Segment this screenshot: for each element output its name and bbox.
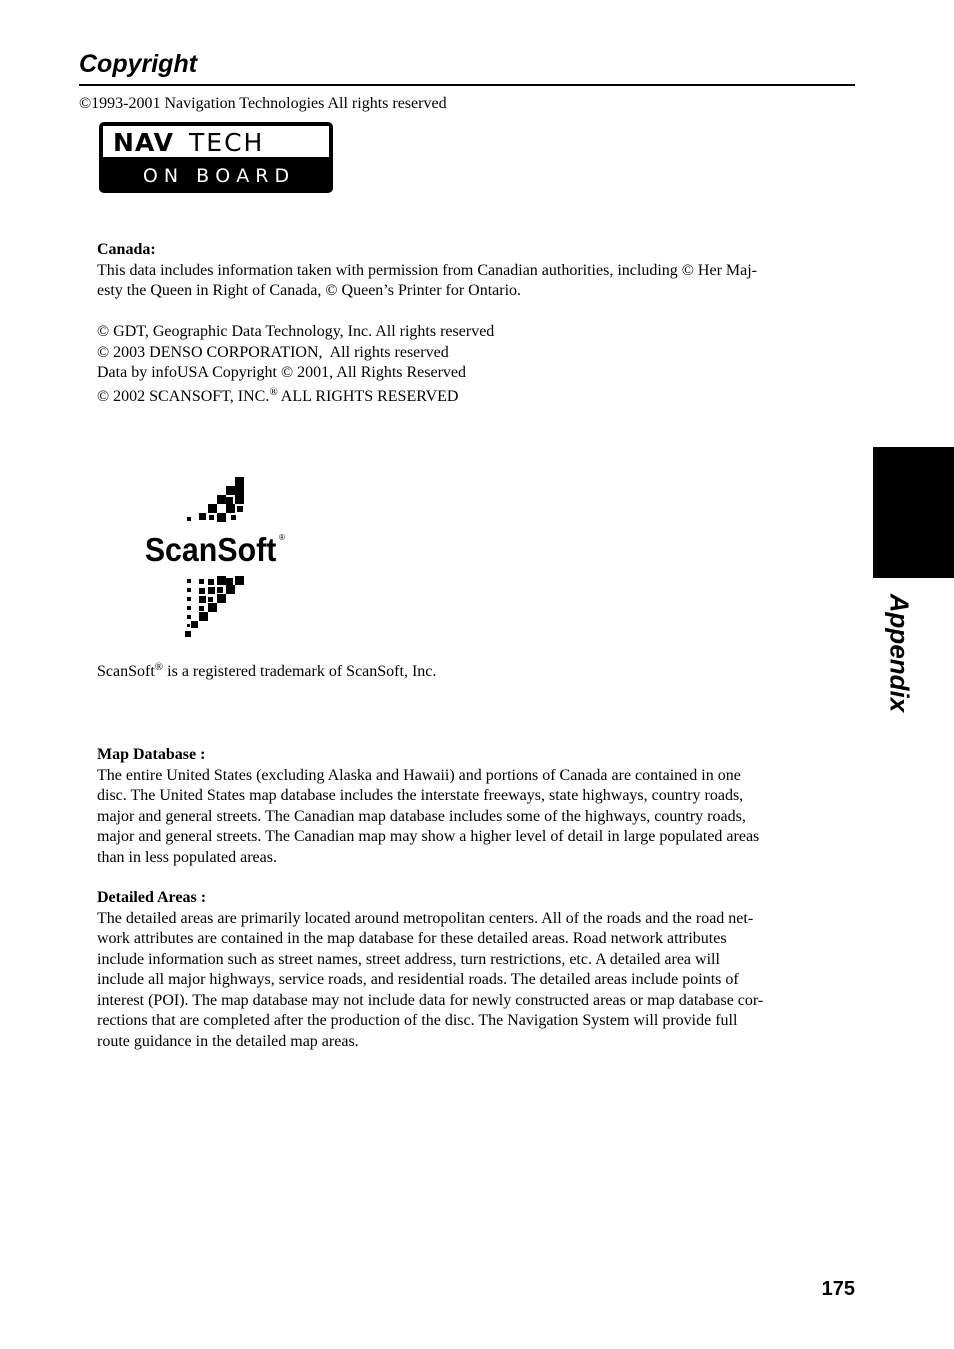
scansoft-rights-post: ALL RIGHTS RESERVED bbox=[277, 387, 459, 405]
detailed-areas-line: include all major highways, service roads, and residential roads. The detailed areas include points of bbox=[97, 971, 739, 988]
detailed-areas-line: rections that are completed after the production of the disc. The Navigation System will provide full bbox=[97, 1012, 738, 1029]
rights-section bbox=[97, 322, 857, 407]
map-database-line: The entire United States (excluding Alaska and Hawaii) and portions of Canada are contained in one bbox=[97, 766, 741, 784]
logo-on-board-text: O N B O A R D bbox=[142, 165, 290, 187]
scansoft-rights bbox=[97, 387, 857, 408]
map-database-heading: Map Database : bbox=[97, 746, 206, 763]
logo-nav-text: NAV bbox=[113, 128, 174, 157]
section-side-label bbox=[882, 588, 916, 718]
detailed-areas-line: route guidance in the detailed map areas. bbox=[97, 1032, 359, 1050]
navtech-copyright: ©1993-2001 Navigation Technologies All rights reserved bbox=[79, 95, 447, 112]
trademark-note bbox=[97, 662, 857, 683]
map-database-line: disc. The United States map database includes the interstate freeways, state highways, country roads, bbox=[97, 787, 744, 804]
scansoft-wordmark: ScanSoft bbox=[144, 530, 277, 569]
trademark-post: is a registered trademark of ScanSoft, Inc. bbox=[163, 663, 437, 680]
scansoft-logo-reg: ® bbox=[279, 533, 285, 542]
logo-tech-text: TECH bbox=[189, 128, 265, 157]
detailed-areas-line: include information such as street names, street address, turn restrictions, etc. A detailed area will bbox=[97, 950, 720, 968]
registered-mark: ® bbox=[269, 385, 278, 398]
side-label-text: Appendix bbox=[884, 593, 915, 713]
canada-section bbox=[97, 240, 857, 302]
canada-line: esty the Queen in Right of Canada, © Queen’s Printer for Ontario. bbox=[97, 282, 522, 299]
section-tab bbox=[873, 447, 954, 578]
map-database-line: than in less populated areas. bbox=[97, 848, 277, 866]
canada-heading: Canada: bbox=[97, 241, 156, 258]
detailed-areas-line: work attributes are contained in the map database for these detailed areas. Road network attributes bbox=[97, 930, 727, 947]
page-number: 175 bbox=[821, 1278, 855, 1300]
trademark-pre: ScanSoft bbox=[97, 663, 155, 680]
canada-line: This data includes information taken with permission from Canadian authorities, including © Her Maj- bbox=[97, 261, 758, 279]
detailed-areas-line: The detailed areas are primarily located around metropolitan centers. All of the roads and the road net- bbox=[97, 909, 754, 927]
trademark-line bbox=[97, 662, 857, 683]
scansoft-logo bbox=[143, 473, 293, 641]
map-database-line: major and general streets. The Canadian map may show a higher level of detail in large populated areas bbox=[97, 828, 760, 845]
scansoft-pixel-pattern-top bbox=[187, 477, 244, 522]
map-database-line: major and general streets. The Canadian map database includes some of the highways, country roads, bbox=[97, 807, 746, 825]
scansoft-pixel-pattern-bottom bbox=[185, 576, 244, 637]
navtech-on-board-logo bbox=[99, 122, 333, 193]
detailed-areas-line: interest (POI). The map database may not include data for newly constructed areas or map database cor- bbox=[97, 991, 764, 1009]
detailed-areas-section bbox=[97, 888, 857, 1052]
page-title: Copyright bbox=[79, 50, 198, 78]
scansoft-rights-pre: © 2002 SCANSOFT, INC. bbox=[97, 387, 270, 405]
title-divider bbox=[79, 84, 855, 86]
gdt-rights: © GDT, Geographic Data Technology, Inc. All rights reserved bbox=[97, 323, 495, 340]
map-database-section bbox=[97, 745, 857, 868]
infousa-rights: Data by infoUSA Copyright © 2001, All Rights Reserved bbox=[97, 364, 467, 381]
registered-mark: ® bbox=[154, 661, 164, 673]
denso-rights: © 2003 DENSO CORPORATION, All rights reserved bbox=[97, 343, 449, 361]
detailed-areas-heading: Detailed Areas : bbox=[97, 889, 207, 906]
